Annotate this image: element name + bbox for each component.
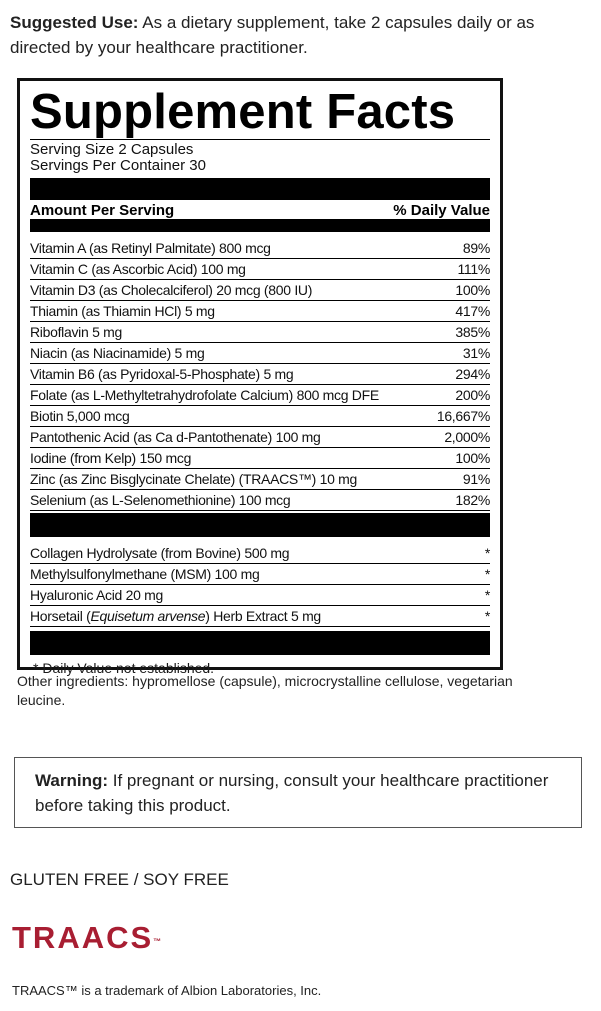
nutrient-row [30,564,490,585]
serving-size: Serving Size 2 Capsules [30,141,194,158]
nutrient-row [30,469,490,490]
traacs-logo [12,920,161,956]
nutrient-row [30,301,490,322]
nutrient-name: Vitamin B6 (as Pyridoxal-5-Phosphate) 5 mg [30,366,294,382]
nutrient-name: Riboflavin 5 mg [30,324,122,340]
logo-text: TRAACS [12,920,154,955]
nutrient-daily-value: 100% [455,282,490,298]
nutrient-name: Iodine (from Kelp) 150 mcg [30,450,192,466]
nutrient-daily-value: 16,667% [436,408,490,424]
nutrient-name: Biotin 5,000 mcg [30,408,130,424]
title-rule [30,139,490,140]
nutrient-name: Collagen Hydrolysate (from Bovine) 500 mg [30,545,290,561]
divider-bar [30,631,490,655]
nutrient-row [30,406,490,427]
nutrient-row [30,364,490,385]
divider-bar [30,219,490,232]
nutrient-daily-value: * [484,545,490,561]
warning-label: Warning: [35,771,109,790]
amount-per-serving-header: Amount Per Serving [30,202,175,219]
suggested-use-label: Suggested Use: [10,13,139,32]
nutrient-daily-value: 111% [457,261,490,277]
trademark-note: TRAACS™ is a trademark of Albion Laboratories, Inc. [12,983,322,998]
nutrient-row [30,385,490,406]
nutrient-name: Zinc (as Zinc Bisglycinate Chelate) (TRAACS™) 10 mg [30,471,358,487]
nutrient-row [30,280,490,301]
nutrient-row [30,490,490,511]
suggested-use-text: As a dietary supplement, take 2 capsules daily or as directed by your healthcare practitioner. [10,13,535,57]
warning-box [14,757,582,828]
nutrient-daily-value: 91% [462,471,490,487]
nutrient-name: Vitamin D3 (as Cholecalciferol) 20 mcg (800 IU) [30,282,313,298]
nutrient-daily-value: 89% [462,240,490,256]
nutrient-name-suffix: ) Herb Extract 5 mg [205,608,321,624]
nutrient-name: Selenium (as L-Selenomethionine) 100 mcg [30,492,291,508]
nutrient-row [30,343,490,364]
nutrient-name [30,606,321,626]
nutrient-name: Hyaluronic Acid 20 mg [30,587,163,603]
nutrient-row [30,606,490,627]
other-actives-list [30,543,490,627]
nutrient-name: Vitamin C (as Ascorbic Acid) 100 mg [30,261,246,277]
column-header-row [30,200,490,219]
nutrient-row [30,585,490,606]
nutrient-daily-value: 417% [455,303,490,319]
other-ingredients: Other ingredients: hypromellose (capsule), microcrystalline cellulose, vegetarian leucine. [17,673,513,708]
warning-text: If pregnant or nursing, consult your healthcare practitioner before taking this product. [35,771,549,815]
nutrient-row [30,322,490,343]
nutrient-daily-value: * [484,608,490,624]
logo-tm: ™ [153,937,162,946]
nutrient-name: Pantothenic Acid (as Ca d-Pantothenate) 100 mg [30,429,321,445]
nutrient-name: Niacin (as Niacinamide) 5 mg [30,345,205,361]
nutrient-name-prefix: Horsetail ( [30,608,91,624]
nutrient-daily-value: * [484,587,490,603]
nutrient-daily-value: 31% [462,345,490,361]
gluten-soy-free: GLUTEN FREE / SOY FREE [10,870,229,889]
nutrient-name: Thiamin (as Thiamin HCl) 5 mg [30,303,215,319]
nutrient-daily-value: 182% [455,492,490,508]
nutrient-daily-value: 385% [455,324,490,340]
nutrient-row [30,259,490,280]
facts-title: Supplement Facts [30,85,456,139]
nutrient-daily-value: 200% [455,387,490,403]
nutrient-list [30,238,490,511]
nutrient-name: Folate (as L-Methyltetrahydrofolate Calcium) 800 mcg DFE [30,387,379,403]
divider-bar [30,513,490,537]
footnote: * Daily Value not established. [33,660,215,676]
nutrient-daily-value: 2,000% [444,429,490,445]
nutrient-row [30,238,490,259]
nutrient-row [30,448,490,469]
divider-bar [30,178,490,200]
nutrient-name: Vitamin A (as Retinyl Palmitate) 800 mcg [30,240,271,256]
nutrient-name-latin: Equisetum arvense [90,608,206,624]
servings-per-container: Servings Per Container 30 [30,157,206,174]
daily-value-header: % Daily Value [393,202,490,219]
nutrient-name: Methylsulfonylmethane (MSM) 100 mg [30,566,260,582]
supplement-facts-panel [17,78,503,676]
suggested-use [10,10,590,60]
nutrient-daily-value: 100% [455,450,490,466]
nutrient-daily-value: 294% [455,366,490,382]
nutrient-row [30,427,490,448]
nutrient-row [30,543,490,564]
nutrient-daily-value: * [484,566,490,582]
